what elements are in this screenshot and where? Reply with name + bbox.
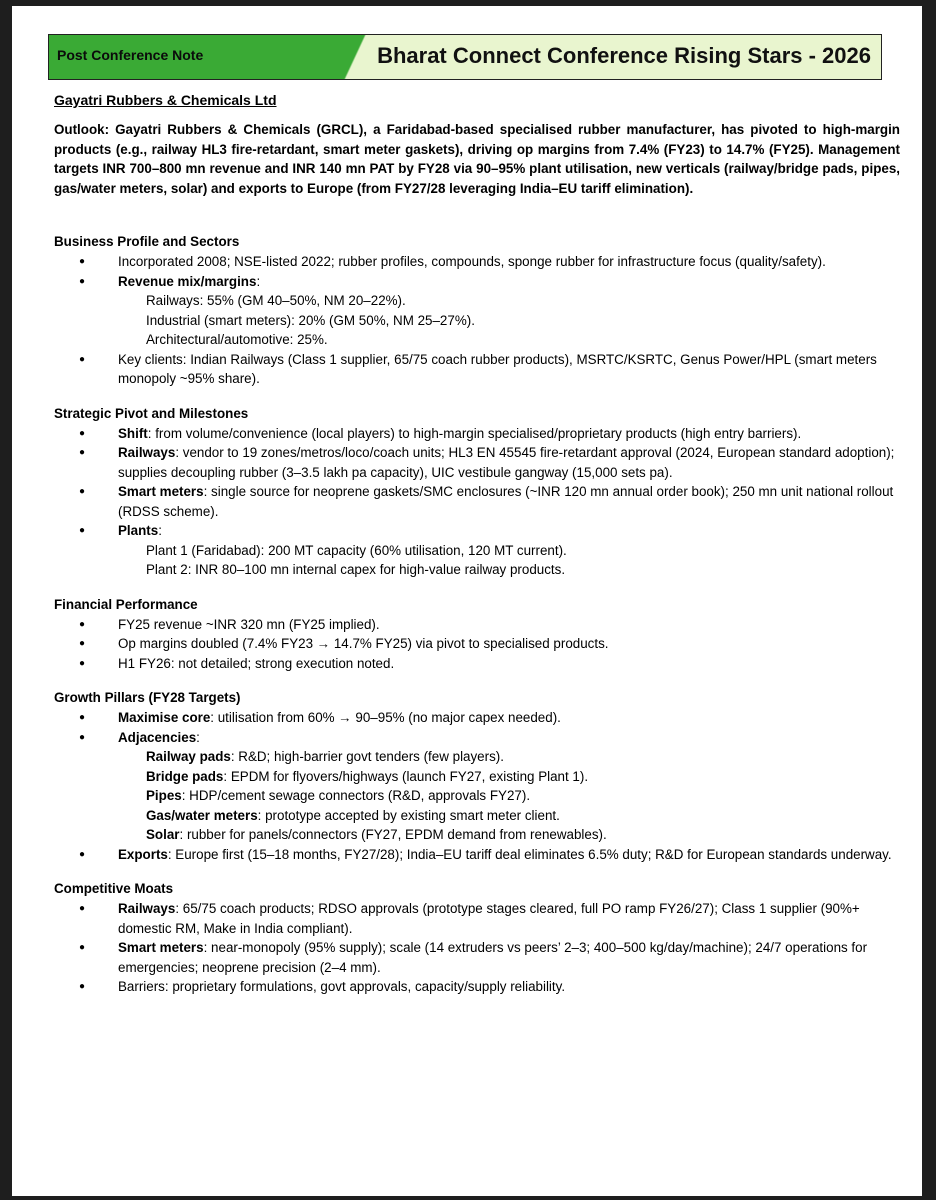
section-competitive-moats [54, 879, 900, 997]
bullet-list [54, 615, 900, 674]
list-item: ● Barriers: proprietary formulations, govt approvals, capacity/supply reliability. [54, 977, 900, 997]
section-business-profile [54, 232, 900, 389]
list-item: ● H1 FY26: not detailed; strong execution noted. [54, 654, 900, 674]
sub-item: Railway pads: R&D; high-barrier govt tenders (few players). [146, 749, 504, 764]
sub-item: Industrial (smart meters): 20% (GM 50%, NM 25–27%). [146, 312, 475, 328]
bullet-list [54, 708, 900, 864]
sub-item: Gas/water meters: prototype accepted by existing smart meter client. [146, 807, 560, 823]
section-title: Financial Performance [54, 596, 198, 612]
bullet-list [54, 252, 900, 389]
list-item: ● Op margins doubled (7.4% FY23 → 14.7% FY25) via pivot to specialised products. [54, 634, 900, 654]
list-item: ● Maximise core: utilisation from 60% → 90–95% (no major capex needed). [54, 708, 900, 728]
list-item: ● Key clients: Indian Railways (Class 1 supplier, 65/75 coach rubber products), MSRTC/KSRTC, Genus Power/HPL (smart meters monopoly ~95% share). [54, 350, 900, 389]
post-conference-note-label: Post Conference Note [57, 47, 204, 63]
list-item: ● Shift: from volume/convenience (local players) to high-margin specialised/proprietary products (high entry barriers). [54, 424, 900, 444]
bullet-list [54, 424, 900, 580]
sub-item: Pipes: HDP/cement sewage connectors (R&D, approvals FY27). [146, 788, 531, 803]
list-item: ● Exports: Europe first (15–18 months, FY27/28); India–EU tariff deal eliminates 6.5% duty; R&D for European standards underway. [54, 845, 900, 865]
list-item: ● Railways: 65/75 coach products; RDSO approvals (prototype stages cleared, full PO ramp FY26/27); Class 1 supplier (90%+ domestic RM, Make in India compliant). [54, 899, 900, 938]
section-financial-performance [54, 595, 900, 674]
sub-item: Bridge pads: EPDM for flyovers/highways (launch FY27, existing Plant 1). [146, 768, 589, 784]
sub-item: Railways: 55% (GM 40–50%, NM 20–22%). [146, 293, 406, 308]
sub-item: Plant 1 (Faridabad): 200 MT capacity (60% utilisation, 120 MT current). [146, 542, 567, 558]
conference-title: Bharat Connect Conference Rising Stars - 2026 [377, 43, 871, 68]
section-title: Growth Pillars (FY28 Targets) [54, 690, 241, 705]
section-growth-pillars [54, 688, 900, 864]
section-title: Business Profile and Sectors [54, 234, 240, 249]
section-strategic-pivot [54, 404, 900, 580]
list-item: ● Adjacencies: Railway pads: R&D; high-barrier govt tenders (few players). Bridge pads: EPDM for flyovers/highways (launch FY27, existing Plant 1). Pipes: HDP/cement sewage connectors (R&D, approvals FY27). Gas/water meters: prototype accepted by existing smart meter client. Solar: rubber for panels/connectors (FY27, EPDM demand from renewables). [54, 728, 900, 845]
list-item: ● Railways: vendor to 19 zones/metros/loco/coach units; HL3 EN 45545 fire-retardant approval (2024, European standard adoption); supplies decoupling rubber (3–3.5 lakh pa capacity), UIC vestibule gangway (15,000 sets pa). [54, 443, 900, 482]
list-item: ● Plants: Plant 1 (Faridabad): 200 MT capacity (60% utilisation, 120 MT current). Plant 2: INR 80–100 mn internal capex for high-value railway products. [54, 521, 900, 580]
section-title: Strategic Pivot and Milestones [54, 405, 249, 421]
company-name: Gayatri Rubbers & Chemicals Ltd [54, 92, 277, 108]
list-item: ● Incorporated 2008; NSE-listed 2022; rubber profiles, compounds, sponge rubber for infrastructure focus (quality/safety). [54, 252, 900, 272]
list-item: ● Smart meters: near-monopoly (95% supply); scale (14 extruders vs peers’ 2–3; 400–500 kg/day/machine); 24/7 operations for emergencies; neoprene precision (2–4 mm). [54, 938, 900, 977]
list-item: ● FY25 revenue ~INR 320 mn (FY25 implied). [54, 615, 900, 635]
sub-item: Architectural/automotive: 25%. [146, 332, 328, 347]
section-title: Competitive Moats [54, 881, 174, 896]
sub-item: Plant 2: INR 80–100 mn internal capex for high-value railway products. [146, 562, 566, 577]
outlook-paragraph: Outlook: Gayatri Rubbers & Chemicals (GRCL), a Faridabad-based specialised rubber manufacturer, has pivoted to high-margin products (e.g., railway HL3 fire-retardant, smart meter gaskets), driving op margins from 7.4% (FY23) to 14.7% (FY25). Management targets INR 700–800 mn revenue and INR 140 mn PAT by FY28 via 90–95% plant utilisation, new verticals (railway/bridge pads, pipes, gas/water meters, solar) and exports to Europe (from FY27/28 leveraging India–EU tariff elimination). [54, 122, 900, 196]
list-item: ● Revenue mix/margins: Railways: 55% (GM 40–50%, NM 20–22%). Industrial (smart meters): 20% (GM 50%, NM 25–27%). Architectural/automotive: 25%. [54, 272, 900, 350]
list-item: ● Smart meters: single source for neoprene gaskets/SMC enclosures (~INR 120 mn annual order book); 250 mn unit national rollout (RDSS scheme). [54, 482, 900, 521]
report-body [54, 232, 900, 997]
document-page [12, 6, 922, 1196]
header-banner [48, 34, 882, 80]
sub-item: Solar: rubber for panels/connectors (FY27, EPDM demand from renewables). [146, 827, 607, 842]
bullet-list [54, 899, 900, 997]
